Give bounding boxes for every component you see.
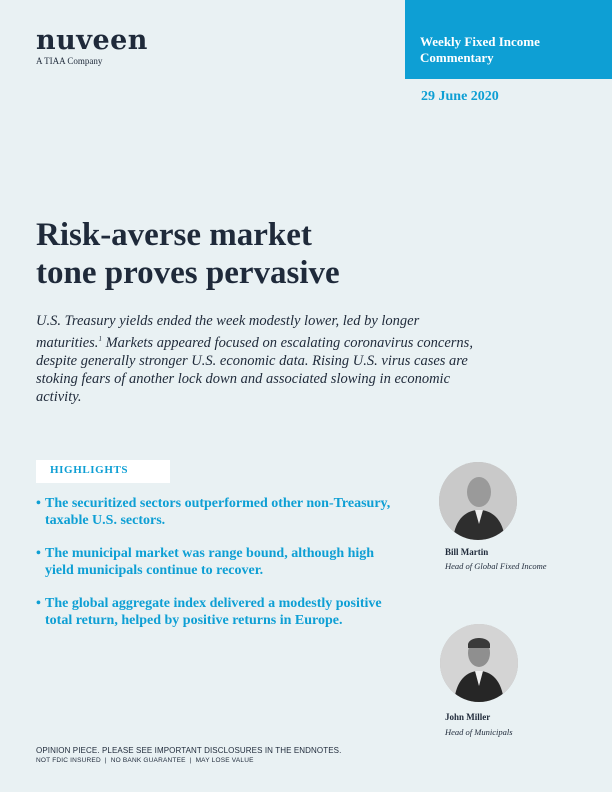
- author-name: John Miller: [445, 712, 491, 722]
- page-title: [36, 216, 456, 292]
- brand-name: nuveen: [36, 25, 148, 56]
- highlight-item: [36, 546, 406, 579]
- intro-text-end: Markets appeared focused on escalating coronavirus concerns, despite generally stronger U.S. economic data. Rising U.S. virus cases are stoking fears of another lock down and associated slowing in economic activity.: [36, 334, 473, 405]
- legal-notice: NOT FDIC INSURED | NO BANK GUARANTEE | MAY LOSE VALUE: [36, 757, 254, 764]
- brand-tagline: A TIAA Company: [36, 56, 103, 66]
- author-role: Head of Global Fixed Income: [445, 561, 547, 571]
- highlight-item: [36, 496, 406, 529]
- author-role: Head of Municipals: [445, 727, 513, 737]
- publication-badge: [405, 0, 612, 79]
- highlight-text: The global aggregate index delivered a modestly positive total return, helped by positive returns in Europe.: [45, 596, 382, 628]
- intro-paragraph: [36, 312, 476, 406]
- intro-text-start: U.S. Treasury yields ended the week modestly lower, led by longer maturities.: [36, 313, 420, 351]
- bullet-icon: •: [36, 546, 41, 561]
- highlights-label: HIGHLIGHTS: [36, 460, 170, 483]
- author-name: Bill Martin: [445, 547, 489, 557]
- title-line-2: tone proves pervasive: [36, 255, 340, 291]
- highlight-text: The municipal market was range bound, although high yield municipals continue to recover.: [45, 546, 375, 578]
- brand-logo: [36, 26, 148, 66]
- highlight-item: [36, 596, 406, 629]
- bullet-icon: •: [36, 596, 41, 611]
- disclaimer-text: OPINION PIECE. PLEASE SEE IMPORTANT DISCLOSURES IN THE ENDNOTES.: [36, 746, 342, 755]
- title-line-1: Risk-averse market: [36, 217, 312, 253]
- portrait-icon: [440, 624, 518, 702]
- highlight-text: The securitized sectors outperformed other non-Treasury, taxable U.S. sectors.: [45, 496, 391, 528]
- author-photo-john-miller: [440, 624, 518, 702]
- portrait-icon: [439, 462, 517, 540]
- highlights-list: [36, 496, 406, 646]
- footnote-marker: 1: [98, 335, 102, 343]
- bullet-icon: •: [36, 496, 41, 511]
- author-photo-bill-martin: [439, 462, 517, 540]
- publication-date: 29 June 2020: [421, 89, 499, 104]
- badge-line-2: Commentary: [420, 50, 494, 65]
- badge-line-1: Weekly Fixed Income: [420, 34, 540, 49]
